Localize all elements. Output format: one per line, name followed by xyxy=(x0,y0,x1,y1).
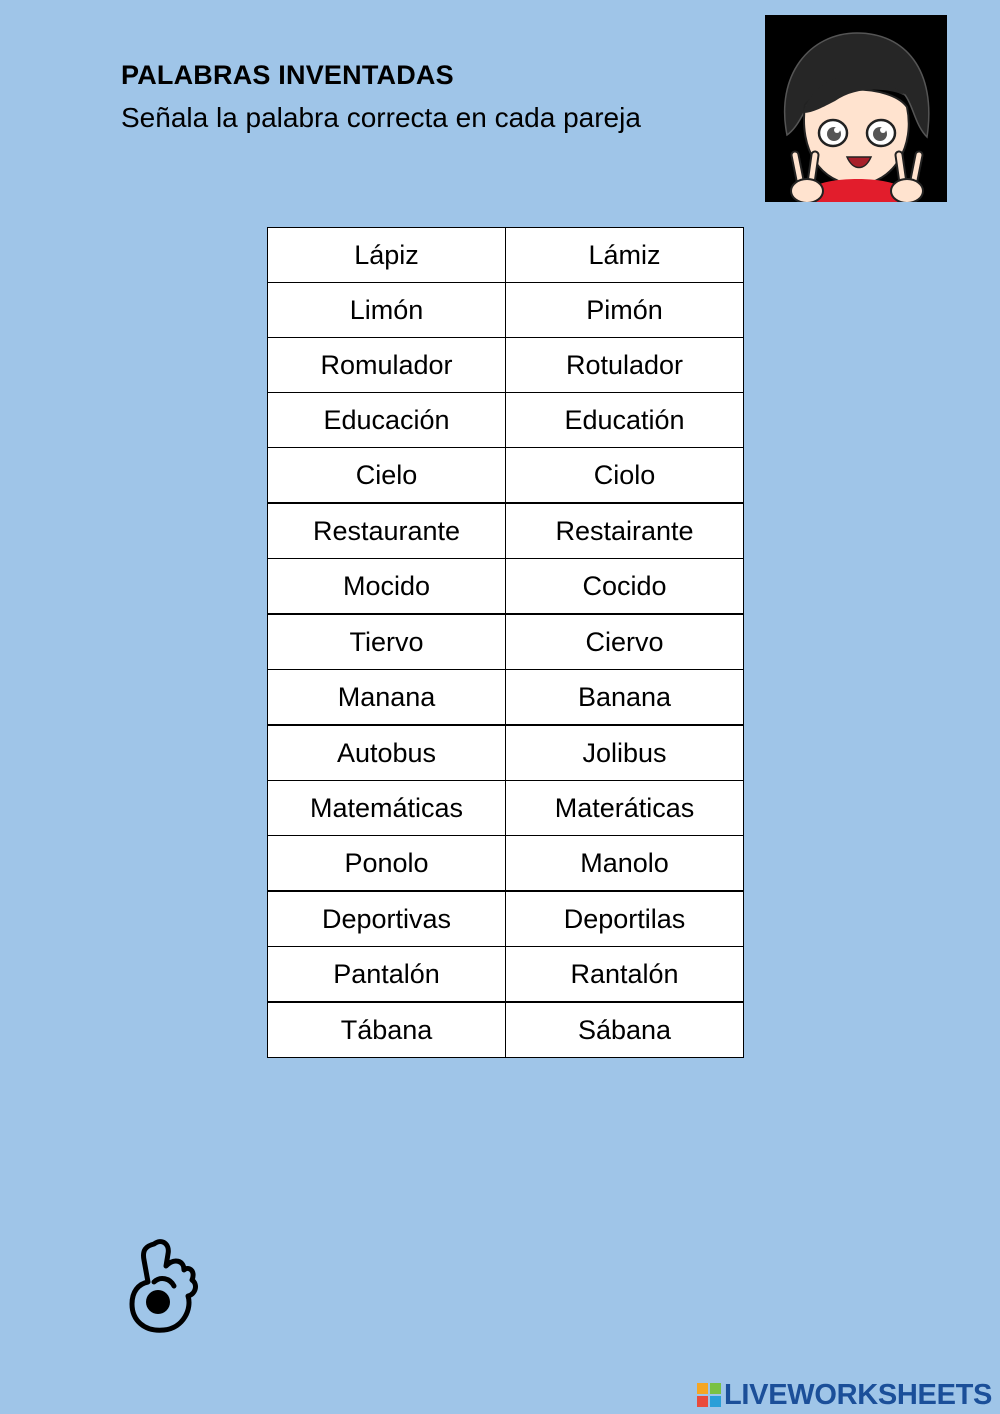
word-pair-row xyxy=(268,448,744,504)
word-option-right[interactable]: Pimón xyxy=(506,283,744,338)
word-pair-row xyxy=(268,614,744,670)
liveworksheets-logo-icon xyxy=(697,1383,721,1407)
word-option-left[interactable]: Romulador xyxy=(268,338,506,393)
page-title: PALABRAS INVENTADAS xyxy=(121,60,454,90)
word-option-right[interactable]: Deportilas xyxy=(506,891,744,947)
word-option-left[interactable]: Lápiz xyxy=(268,228,506,283)
word-option-right[interactable]: Rotulador xyxy=(506,338,744,393)
word-pair-row xyxy=(268,947,744,1003)
word-pair-row xyxy=(268,228,744,283)
word-option-left[interactable]: Matemáticas xyxy=(268,781,506,836)
word-option-right[interactable]: Lámiz xyxy=(506,228,744,283)
word-pair-row xyxy=(268,393,744,448)
word-option-right[interactable]: Manolo xyxy=(506,836,744,892)
cartoon-girl-icon xyxy=(765,15,947,202)
word-option-right[interactable]: Cocido xyxy=(506,559,744,615)
word-pair-row xyxy=(268,559,744,615)
word-option-right[interactable]: Ciervo xyxy=(506,614,744,670)
word-option-right[interactable]: Sábana xyxy=(506,1002,744,1058)
word-option-left[interactable]: Autobus xyxy=(268,725,506,781)
word-option-right[interactable]: Educatión xyxy=(506,393,744,448)
word-option-left[interactable]: Educación xyxy=(268,393,506,448)
word-pair-row xyxy=(268,503,744,559)
liveworksheets-brand xyxy=(697,1377,992,1413)
word-option-left[interactable]: Ponolo xyxy=(268,836,506,892)
word-pair-row xyxy=(268,1002,744,1058)
word-option-left[interactable]: Deportivas xyxy=(268,891,506,947)
word-pair-row xyxy=(268,781,744,836)
word-option-left[interactable]: Tábana xyxy=(268,1002,506,1058)
word-option-right[interactable]: Rantalón xyxy=(506,947,744,1003)
word-pair-row xyxy=(268,670,744,726)
brand-name: LIVEWORKSHEETS xyxy=(724,1378,993,1411)
word-pairs-table xyxy=(267,227,744,1058)
word-option-left[interactable]: Tiervo xyxy=(268,614,506,670)
word-option-right[interactable]: Banana xyxy=(506,670,744,726)
word-option-left[interactable]: Limón xyxy=(268,283,506,338)
ok-hand-icon xyxy=(126,1238,202,1336)
word-option-left[interactable]: Manana xyxy=(268,670,506,726)
word-pair-row xyxy=(268,283,744,338)
avatar xyxy=(765,15,947,202)
word-option-left[interactable]: Mocido xyxy=(268,559,506,615)
word-option-right[interactable]: Ciolo xyxy=(506,448,744,504)
word-pair-row xyxy=(268,836,744,892)
word-pair-row xyxy=(268,891,744,947)
word-option-right[interactable]: Restairante xyxy=(506,503,744,559)
word-option-left[interactable]: Pantalón xyxy=(268,947,506,1003)
word-pair-row xyxy=(268,725,744,781)
word-option-right[interactable]: Materáticas xyxy=(506,781,744,836)
word-pair-row xyxy=(268,338,744,393)
word-option-left[interactable]: Cielo xyxy=(268,448,506,504)
instructions: Señala la palabra correcta en cada pareja xyxy=(121,102,641,133)
word-option-right[interactable]: Jolibus xyxy=(506,725,744,781)
word-option-left[interactable]: Restaurante xyxy=(268,503,506,559)
